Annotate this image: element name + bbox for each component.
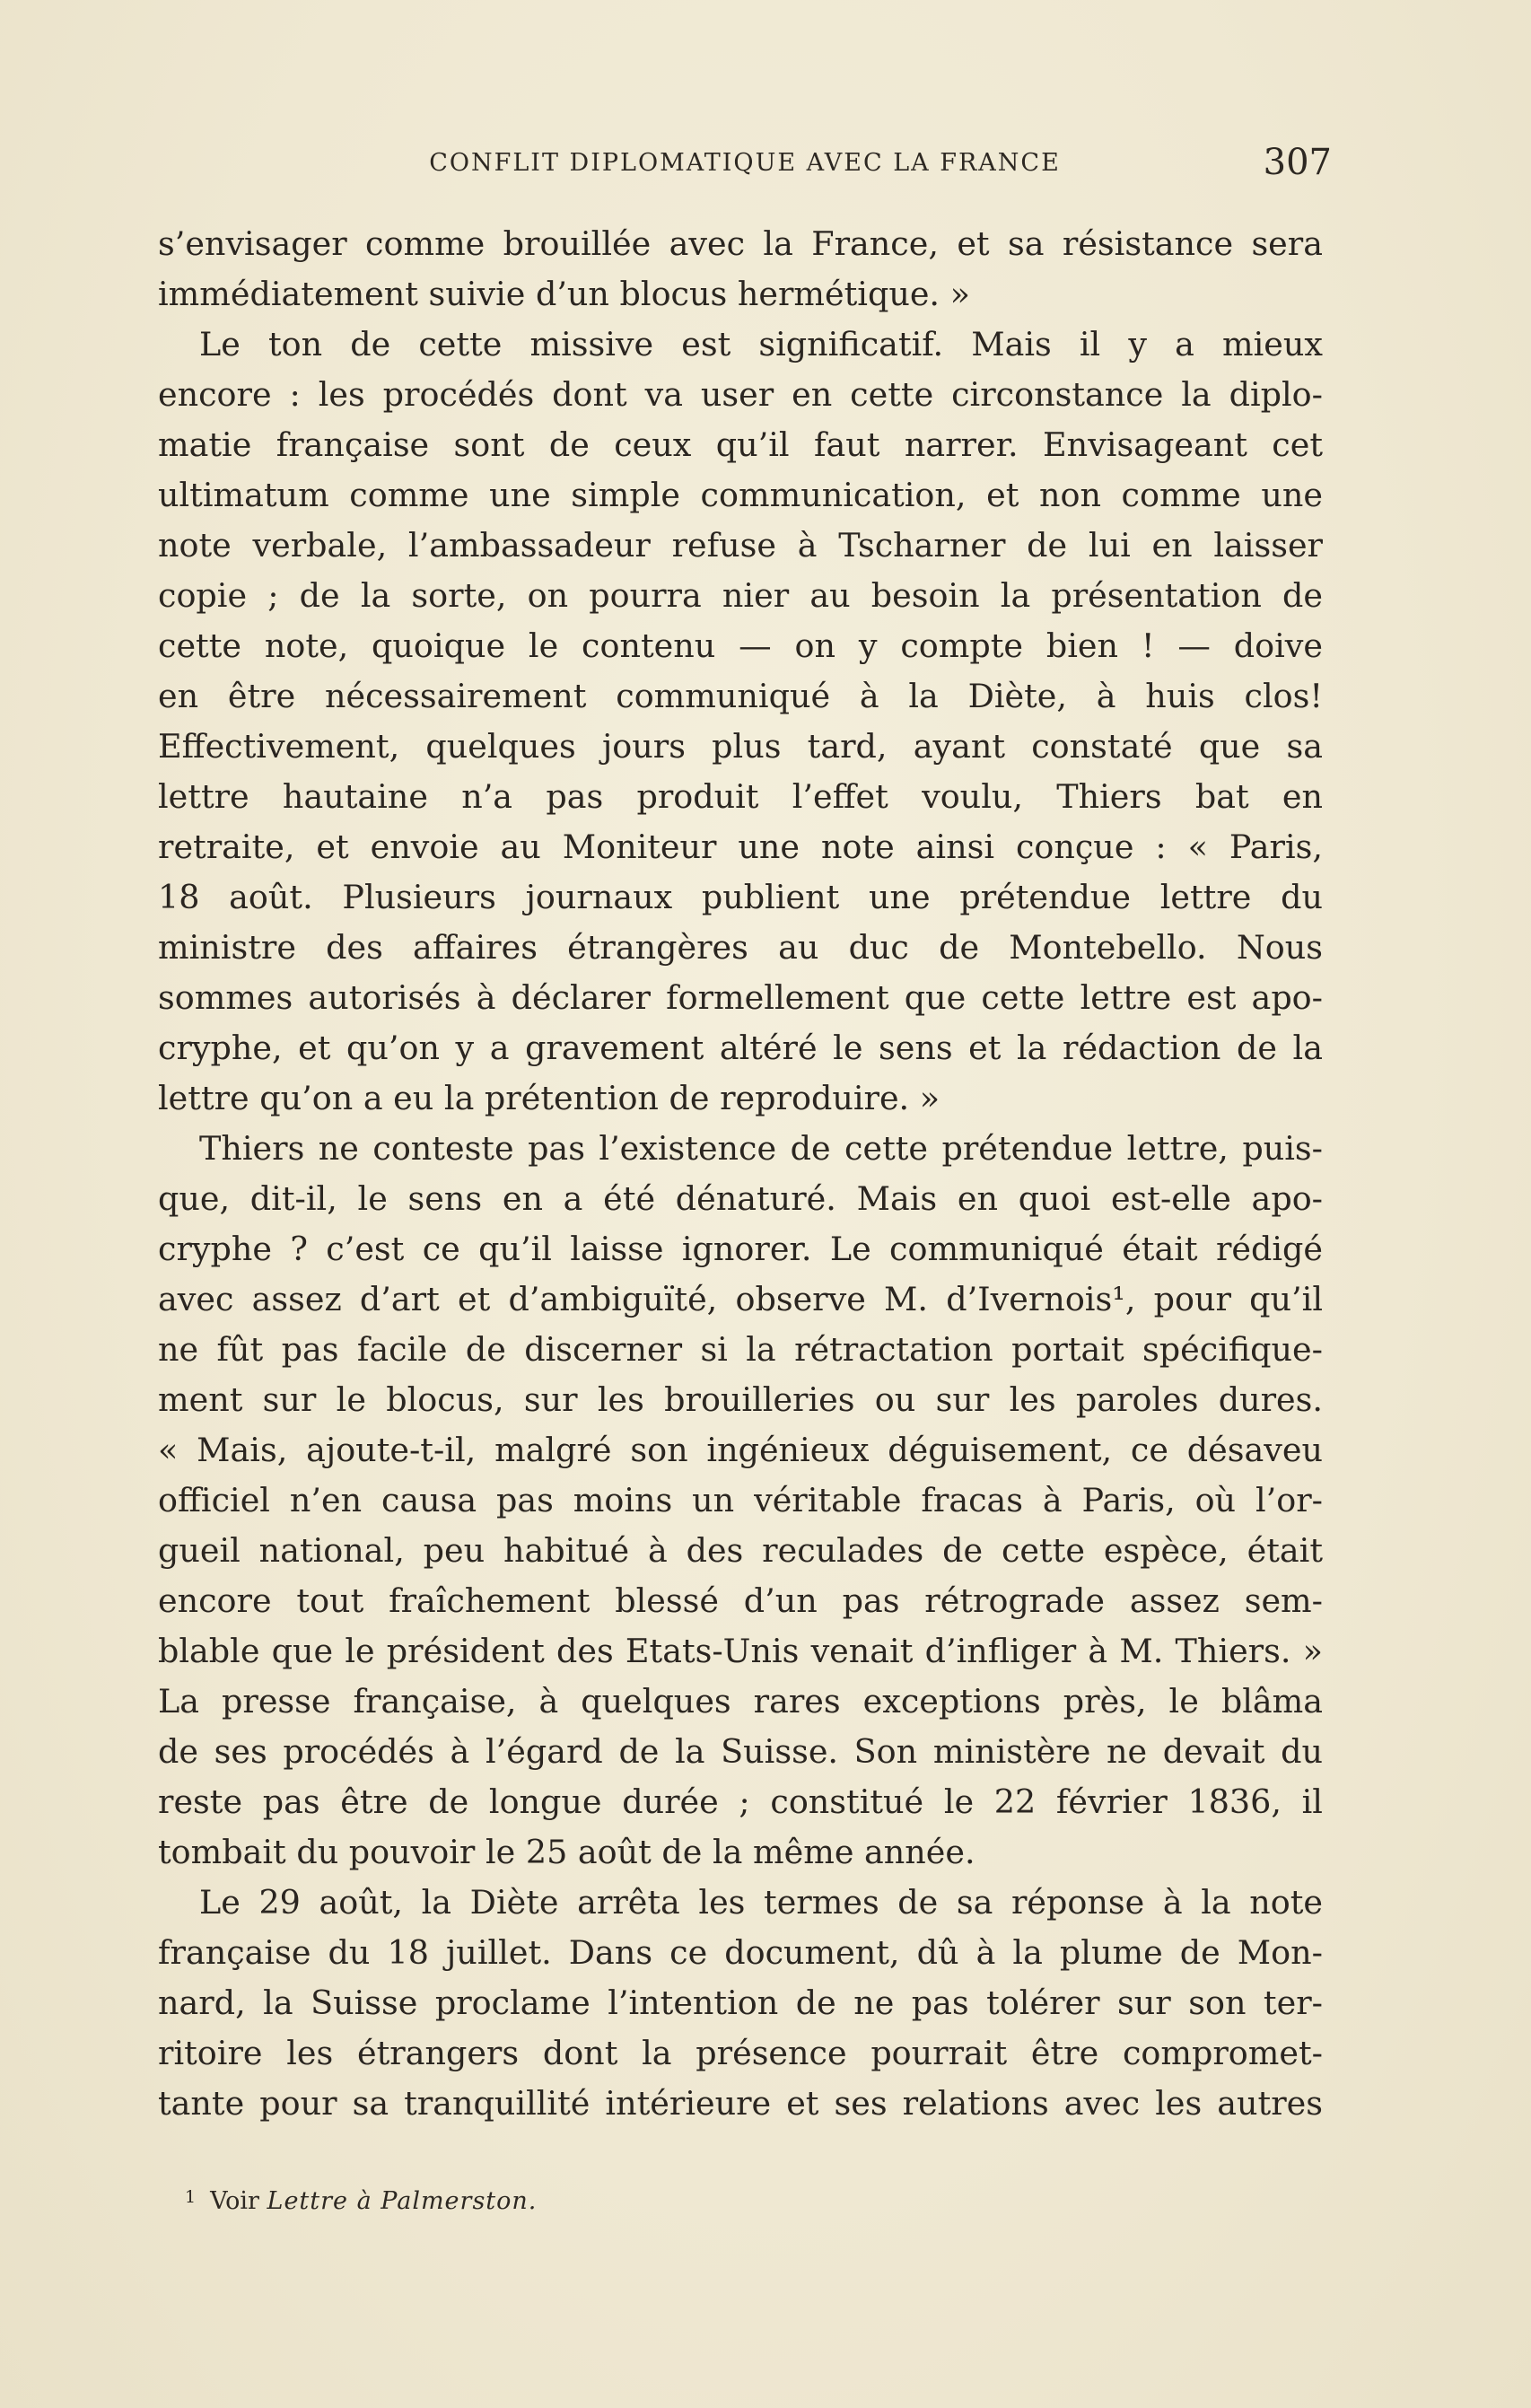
- text-line: ment sur le blocus, sur les brouilleries ou sur les paroles dures.: [158, 1380, 1323, 1419]
- text-line: tante pour sa tranquillité intérieure et ses relations avec les autres: [158, 2084, 1323, 2123]
- text-line: en être nécessairement communiqué à la Diète, à huis clos!: [158, 677, 1323, 715]
- text-line: s’envisager comme brouillée avec la France, et sa résistance sera: [158, 224, 1323, 263]
- text-line: lettre qu’on a eu la prétention de reproduire. »: [158, 1079, 940, 1117]
- text-line: « Mais, ajoute-t-il, malgré son ingénieux déguisement, ce désaveu: [158, 1431, 1323, 1469]
- text-line: note verbale, l’ambassadeur refuse à Tscharner de lui en laisser: [158, 526, 1323, 565]
- footnote-prefix: Voir: [210, 2187, 259, 2215]
- footnote-marker: 1: [185, 2187, 197, 2207]
- running-head: CONFLIT DIPLOMATIQUE AVEC LA FRANCE: [429, 149, 1061, 177]
- footnote: [185, 2187, 537, 2215]
- text-line: blable que le président des Etats-Unis venait d’infliger à M. Thiers. »: [158, 1632, 1323, 1670]
- text-line: ne fût pas facile de discerner si la rétractation portait spécifique-: [158, 1330, 1323, 1369]
- text-line: sommes autorisés à déclarer formellement que cette lettre est apo-: [158, 978, 1323, 1017]
- text-line: Effectivement, quelques jours plus tard, ayant constaté que sa: [158, 727, 1323, 766]
- body-text: [158, 219, 1323, 2129]
- text-line: cryphe, et qu’on y a gravement altéré le sens et la rédaction de la: [158, 1029, 1323, 1067]
- text-line: copie ; de la sorte, on pourra nier au besoin la présentation de: [158, 576, 1323, 615]
- text-line: ministre des affaires étrangères au duc de Montebello. Nous: [158, 928, 1323, 967]
- footnote-title: Lettre à Palmerston.: [267, 2187, 538, 2215]
- text-line: cryphe ? c’est ce qu’il laisse ignorer. Le communiqué était rédigé: [158, 1230, 1323, 1268]
- text-line: que, dit-il, le sens en a été dénaturé. Mais en quoi est-elle apo-: [158, 1179, 1323, 1218]
- text-line: encore tout fraîchement blessé d’un pas rétrograde assez sem-: [158, 1581, 1323, 1620]
- text-line: reste pas être de longue durée ; constitué le 22 février 1836, il: [158, 1782, 1323, 1821]
- text-line: nard, la Suisse proclame l’intention de ne pas tolérer sur son ter-: [158, 1983, 1323, 2022]
- text-line: ritoire les étrangers dont la présence pourrait être compromet-: [158, 2034, 1323, 2072]
- text-line: matie française sont de ceux qu’il faut narrer. Envisageant cet: [158, 425, 1323, 464]
- text-line: gueil national, peu habitué à des reculades de cette espèce, était: [158, 1531, 1323, 1570]
- text-line: Le ton de cette missive est significatif. Mais il y a mieux: [199, 325, 1323, 363]
- text-line: La presse française, à quelques rares exceptions près, le blâma: [158, 1682, 1323, 1721]
- text-line: encore : les procédés dont va user en cette circonstance la diplo-: [158, 375, 1323, 414]
- text-line: retraite, et envoie au Moniteur une note ainsi conçue : « Paris,: [158, 827, 1323, 866]
- text-line: Le 29 août, la Diète arrêta les termes de sa réponse à la note: [199, 1883, 1323, 1922]
- text-line: Thiers ne conteste pas l’existence de cette prétendue lettre, puis-: [199, 1129, 1323, 1168]
- text-line: avec assez d’art et d’ambiguïté, observe M. d’Ivernois¹, pour qu’il: [158, 1280, 1323, 1318]
- text-line: 18 août. Plusieurs journaux publient une prétendue lettre du: [158, 878, 1323, 916]
- text-line: de ses procédés à l’égard de la Suisse. Son ministère ne devait du: [158, 1732, 1323, 1771]
- text-line: ultimatum comme une simple communication, et non comme une: [158, 476, 1323, 514]
- page-header: [158, 142, 1332, 187]
- page-number: 307: [1263, 142, 1332, 183]
- text-line: tombait du pouvoir le 25 août de la même année.: [158, 1833, 975, 1871]
- text-line: cette note, quoique le contenu — on y compte bien ! — doive: [158, 626, 1323, 665]
- text-line: française du 18 juillet. Dans ce document, dû à la plume de Mon-: [158, 1933, 1323, 1972]
- text-line: lettre hautaine n’a pas produit l’effet voulu, Thiers bat en: [158, 777, 1323, 816]
- text-line: immédiatement suivie d’un blocus hermétique. »: [158, 275, 970, 313]
- text-line: officiel n’en causa pas moins un véritable fracas à Paris, où l’or-: [158, 1481, 1323, 1519]
